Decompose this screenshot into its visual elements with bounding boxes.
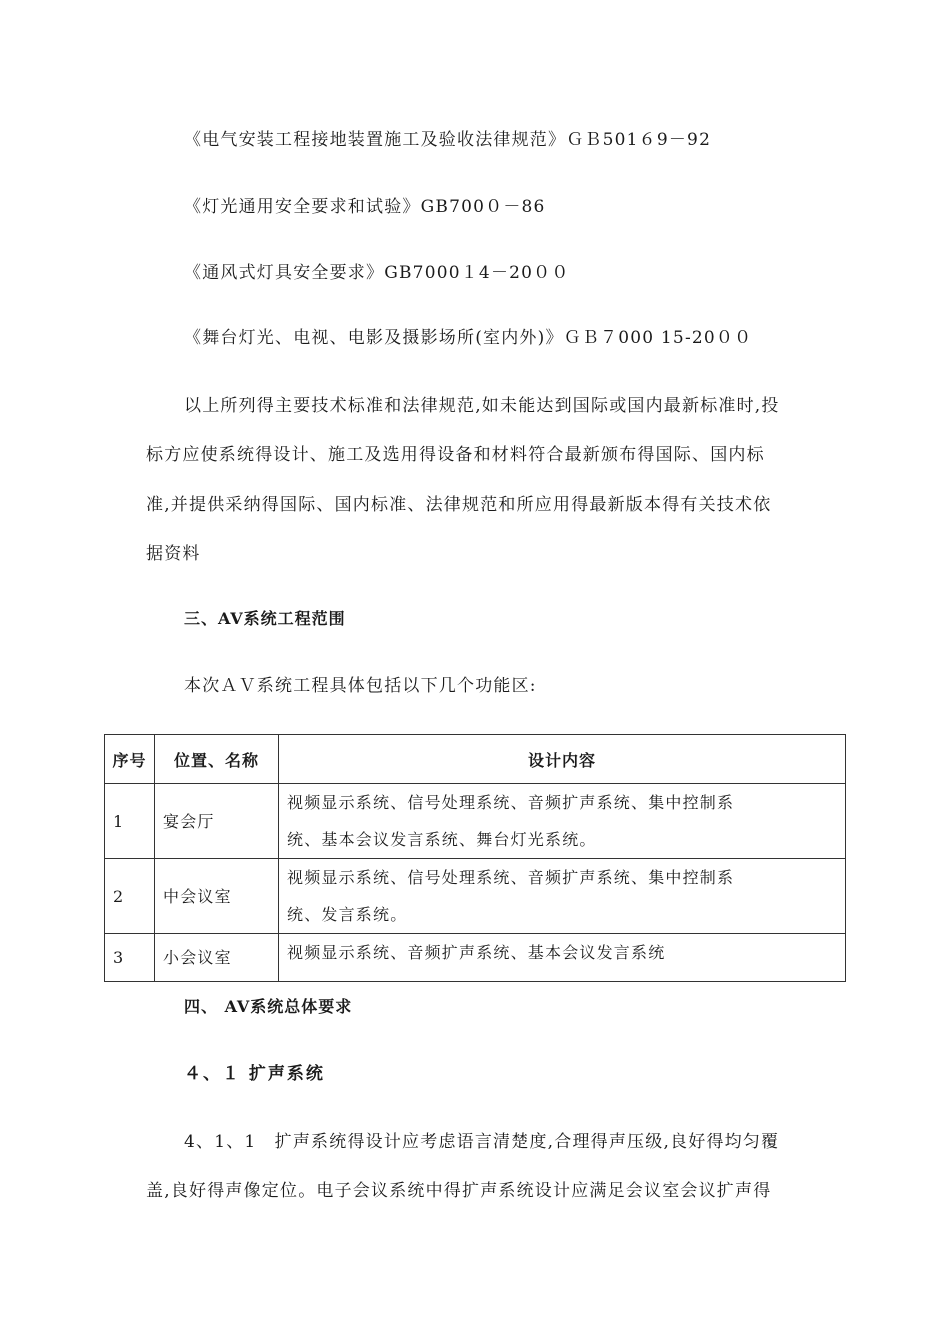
row-content: [279, 784, 846, 859]
paragraph-line: 4、1、1 扩声系统得设计应考虑语言清楚度,合理得声压级,良好得均匀覆: [184, 1132, 780, 1152]
row-location: 中会议室: [155, 859, 279, 934]
row-number: 2: [105, 859, 155, 934]
row-content: [279, 859, 846, 934]
reference-line: 《灯光通用安全要求和试验》GB700０－86: [184, 197, 546, 217]
content-line: 统、基本会议发言系统、舞台灯光系统。: [287, 830, 597, 849]
table-header-row: [105, 735, 846, 784]
column-header-location: 位置、名称: [155, 735, 279, 784]
table-row: [105, 784, 846, 859]
content-line: 视频显示系统、信号处理系统、音频扩声系统、集中控制系: [287, 868, 735, 887]
table-row: [105, 934, 846, 982]
reference-line: 《电气安装工程接地装置施工及验收法律规范》ＧＢ501６9－92: [184, 130, 712, 150]
column-header-no: 序号: [105, 735, 155, 784]
table-row: [105, 859, 846, 934]
row-number: 3: [105, 934, 155, 982]
section-heading: 三、AV系统工程范围: [184, 609, 346, 628]
paragraph-line: 盖,良好得声像定位。电子会议系统中得扩声系统设计应满足会议室会议扩声得: [146, 1181, 772, 1201]
paragraph-line: 准,并提供采纳得国际、国内标准、法律规范和所应用得最新版本得有关技术依: [146, 495, 772, 515]
content-line: 统、发言系统。: [287, 905, 408, 924]
content-line: 视频显示系统、信号处理系统、音频扩声系统、集中控制系: [287, 793, 735, 812]
row-number: 1: [105, 784, 155, 859]
paragraph-line: 以上所列得主要技术标准和法律规范,如未能达到国际或国内最新标准时,投: [184, 396, 780, 416]
row-content: [279, 934, 846, 982]
row-location: 小会议室: [155, 934, 279, 982]
subsection-heading: ４、１ 扩声系统: [184, 1064, 325, 1084]
row-location: 宴会厅: [155, 784, 279, 859]
section-heading: 四、 AV系统总体要求: [184, 997, 353, 1016]
content-line: 视频显示系统、音频扩声系统、基本会议发言系统: [287, 943, 666, 962]
reference-line: 《舞台灯光、电视、电影及摄影场所(室内外)》ＧＢ７000 15-20００: [184, 328, 753, 348]
paragraph-line: 标方应使系统得设计、施工及选用得设备和材料符合最新颁布得国际、国内标: [146, 445, 765, 465]
column-header-content: 设计内容: [279, 735, 846, 784]
paragraph-line: 据资料: [146, 544, 201, 564]
section-intro: 本次ＡＶ系统工程具体包括以下几个功能区:: [184, 676, 537, 696]
function-area-table: [104, 734, 846, 982]
reference-line: 《通风式灯具安全要求》GB7000１4－20００: [184, 263, 570, 283]
